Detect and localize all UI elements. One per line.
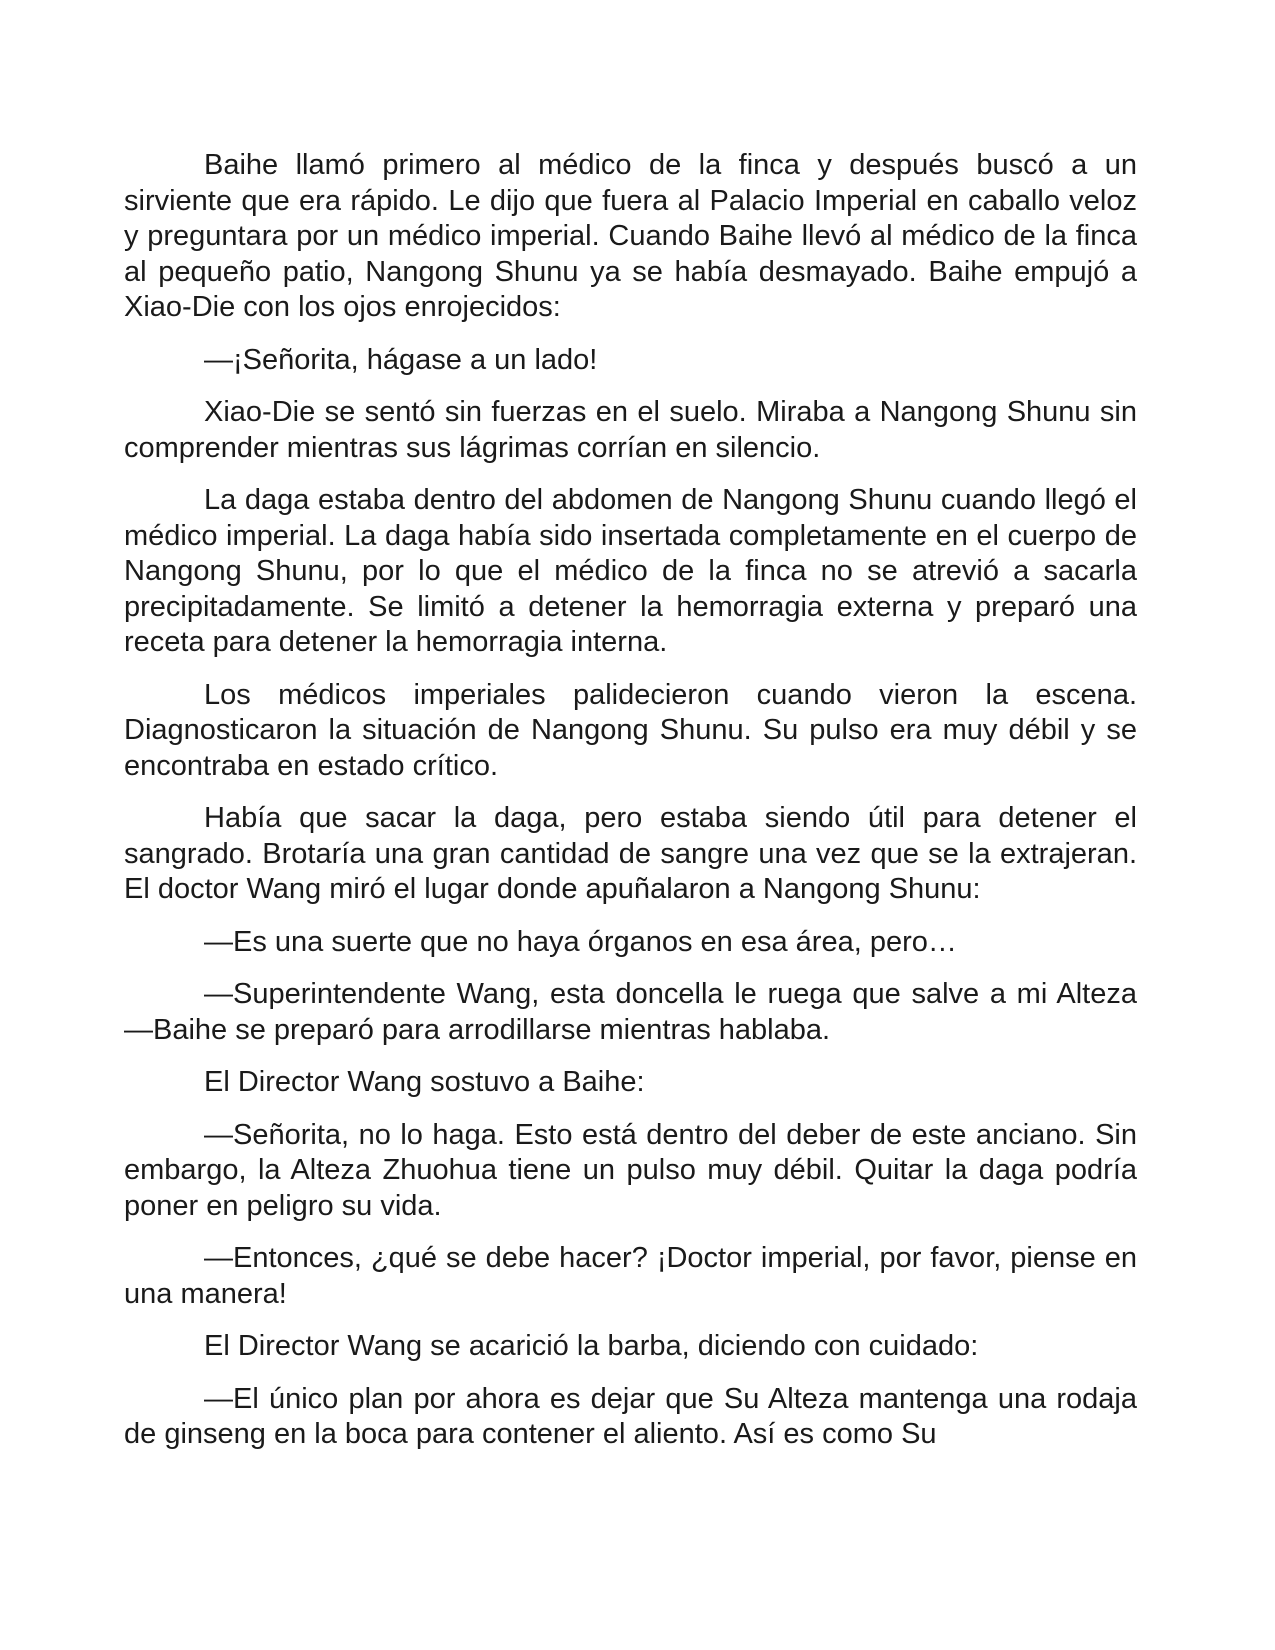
paragraph: —Entonces, ¿qué se debe hacer? ¡Doctor imperial, por favor, piense en una manera! [124,1242,1137,1310]
paragraph: La daga estaba dentro del abdomen de Nangong Shunu cuando llegó el médico imperial. La daga había sido insertada completamente en el cuerpo de Nangong Shunu, por lo que el médico de la finca no se atrevió a sacarla precipitadamente. Se limitó a detener la hemorragia externa y preparó una receta para detener la hemorragia interna. [124,484,1137,658]
paragraph: —Superintendente Wang, esta doncella le ruega que salve a mi Alteza —Baihe se preparó para arrodillarse mientras hablaba. [124,978,1137,1046]
paragraph: Xiao-Die se sentó sin fuerzas en el suelo. Miraba a Nangong Shunu sin comprender mientras sus lágrimas corrían en silencio. [124,396,1137,464]
paragraph: El Director Wang se acarició la barba, diciendo con cuidado: [204,1330,979,1362]
paragraph: Había que sacar la daga, pero estaba siendo útil para detener el sangrado. Brotaría una gran cantidad de sangre una vez que se la extrajeran. El doctor Wang miró el lugar donde apuñalaron a Nangong Shunu: [124,802,1137,905]
paragraph: Baihe llamó primero al médico de la finca y después buscó a un sirviente que era rápido. Le dijo que fuera al Palacio Imperial en caballo veloz y preguntara por un médico imperial. Cuando Baihe llevó al médico de la finca al pequeño patio, Nangong Shunu ya se había desmayado. Baihe empujó a Xiao-Die con los ojos enrojecidos: [124,149,1137,323]
paragraph: Los médicos imperiales palidecieron cuando vieron la escena. Diagnosticaron la situación de Nangong Shunu. Su pulso era muy débil y se encontraba en estado crítico. [124,678,1137,782]
paragraph: —¡Señorita, hágase a un lado! [204,343,598,376]
text-body [124,148,1137,1453]
paragraph: —Señorita, no lo haga. Esto está dentro del deber de este anciano. Sin embargo, la Alteza Zhuohua tiene un pulso muy débil. Quitar la daga podría poner en peligro su vida. [124,1118,1137,1222]
paragraph: El Director Wang sostuvo a Baihe: [204,1066,645,1098]
paragraph: —El único plan por ahora es dejar que Su Alteza mantenga una rodaja de ginseng en la boca para contener el aliento. Así es como Su [124,1382,1137,1450]
paragraph: —Es una suerte que no haya órganos en esa área, pero… [204,925,957,958]
